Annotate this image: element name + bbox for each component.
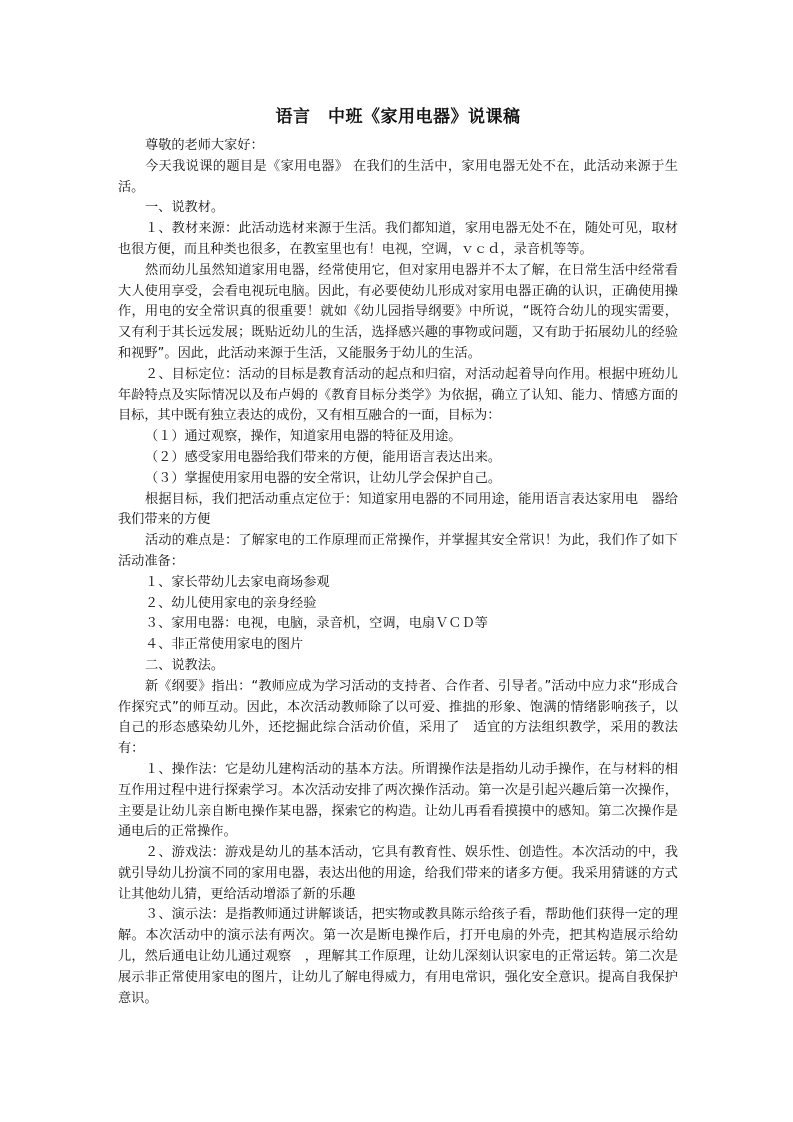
prep-item-2: ２、幼儿使用家电的亲身经验	[145, 595, 317, 611]
paragraph-goal-positioning: ２、目标定位：活动的目标是教育活动的起点和归宿，对活动起着导向作用。根据中班幼儿年龄特点及实际情况以及布卢姆的《教育目标分类学》为依据，确立了认知、能力、情感方面的目标，其中既有独立表达的成份，又有相互融合的一面，目标为：	[118, 366, 678, 424]
paragraph-material-source: １、教材来源：此活动选材来源于生活。我们都知道，家用电器无处不在，随处可见，取材也很方便，而且种类也很多，在教室里也有！电视，空调，ｖｃｄ，录音机等等。	[118, 221, 678, 257]
heading-section-2: 二、说教法。	[145, 657, 225, 673]
method-demonstration: ３、演示法：是指教师通过讲解谈话，把实物或教具陈示给孩子看，帮助他们获得一定的理解。本次活动中的演示法有两次。第一次是断电操作后，打开电扇的外壳，把其构造展示给幼儿，然后通电让幼儿通过观察 ，理解其工作原理，让幼儿深刻认识家电的正常运转。第二次是展示非正常使用家电的图片，让幼儿了解电得威力，有用电常识，强化安全意识。提高自我保护意识。	[118, 907, 678, 1006]
paragraph-material-detail: 然而幼儿虽然知道家用电器，经常使用它，但对家用电器并不太了解，在日常生活中经常看大人使用享受，会看电视玩电脑。因此，有必要使幼儿形成对家用电器正确的认识，正确使用操作，用电的安全常识真的很重要！就如《幼儿园指导纲要》中所说，“既符合幼儿的现实需要，又有利于其长远发展；既贴近幼儿的生活，选择感兴趣的事物或问题，又有助于拓展幼儿的经验和视野”。因此，此活动来源于生活，又能服务于幼儿的生活。	[118, 262, 678, 361]
heading-section-1: 一、说教材。	[145, 200, 225, 216]
prep-item-4: ４、非正常使用家电的图片	[145, 637, 304, 653]
document-title: 语言 中班《家用电器》说课稿	[275, 107, 521, 127]
document-page	[118, 104, 678, 1009]
goal-item-3: （３）掌握使用家用电器的安全常识，让幼儿学会保护自己。	[145, 470, 502, 486]
paragraph-greeting: 尊敬的老师大家好：	[145, 138, 264, 153]
method-game: ２、游戏法：游戏是幼儿的基本活动，它具有教育性、娱乐性、创造性。本次活动的中，我就引导幼儿扮演不同的家用电器，表达出他的用途，给我们带来的诸多方便。我采用猜谜的方式让其他幼儿猜，更给活动增添了新的乐趣	[118, 845, 678, 902]
method-operation: １、操作法：它是幼儿建构活动的基本方法。所谓操作法是指幼儿动手操作，在与材料的相互作用过程中进行探索学习。本次活动安排了两次操作活动。第一次是引起兴趣后第一次操作，主要是让幼儿亲自断电操作某电器，探索它的构造。让幼儿再看看摸摸中的感知。第二次操作是通电后的正常操作。	[118, 761, 678, 840]
goal-item-1: （１）通过观察，操作，知道家用电器的特征及用途。	[145, 429, 462, 445]
goal-item-2: （２）感受家用电器给我们带来的方便，能用语言表达出来。	[145, 449, 502, 465]
paragraph-key-point: 根据目标，我们把活动重点定位于：知道家用电器的不同用途，能用语言表达家用电 器给我们带来的方便	[118, 491, 678, 528]
paragraph-intro: 今天我说课的题目是《家用电器》 在我们的生活中，家用电器无处不在，此活动来源于生活。	[118, 158, 678, 195]
paragraph-teaching-intro: 新《纲要》指出：“教师应成为学习活动的支持者、合作者、引导者。”活动中应力求“形成合作探究式”的师互动。因此，本次活动教师除了以可爱、推拙的形象、饱满的情绪影响孩子，以自己的形态感染幼儿外，还挖掘此综合活动价值，采用了 适宜的方法组织教学，采用的教法有：	[118, 678, 678, 757]
document-body	[118, 136, 678, 1009]
paragraph-difficulty: 活动的难点是：了解家电的工作原理而正常操作，并掌握其安全常识！为此，我们作了如下活动准备：	[118, 533, 678, 569]
prep-item-3: ３、家用电器：电视，电脑，录音机，空调，电扇ＶＣＤ等	[145, 616, 488, 632]
prep-item-1: １、家长带幼儿去家电商场参观	[145, 574, 330, 590]
